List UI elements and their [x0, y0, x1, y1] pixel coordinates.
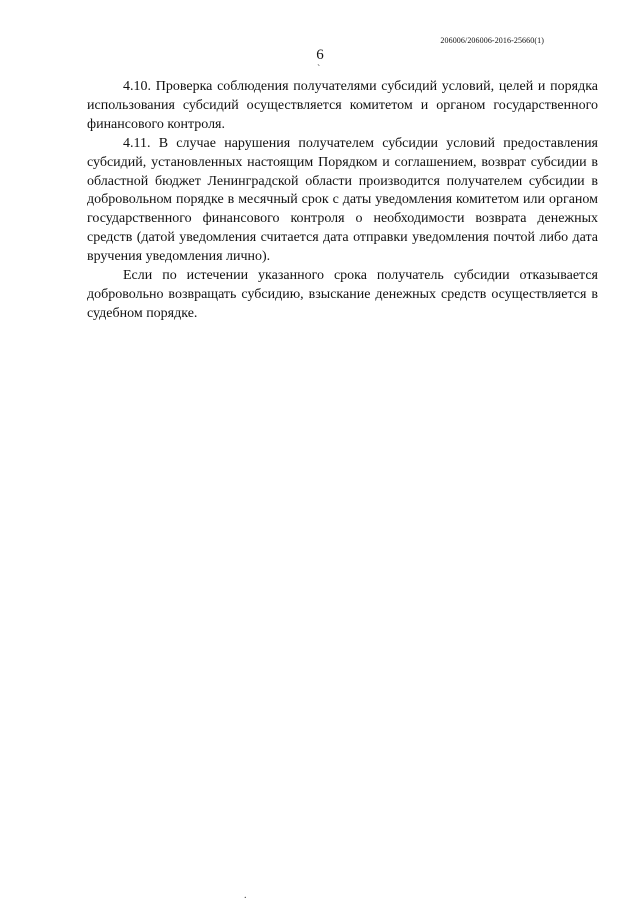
paragraph-4-10: 4.10. Проверка соблюдения получателями субсидий условий, целей и порядка использования субсидий осуществляется комитетом и органом государственного финансового контроля.	[87, 79, 598, 132]
scan-mark-bottom: .	[244, 890, 247, 901]
page-number: 6	[316, 47, 324, 63]
document-body	[87, 78, 598, 324]
scan-mark-top: `	[317, 64, 321, 75]
paragraph-4-11: 4.11. В случае нарушения получателем субсидии условий предоставления субсидий, установленных настоящим Порядком и соглашением, возврат субсидии в областной бюджет Ленинградской области производится получателем субсидии в добровольном порядке в месячный срок с даты уведомления комитетом или органом государственного финансового контроля о необходимости возврата денежных средств (датой уведомления считается дата отправки уведомления почтой либо дата вручения уведомления лично).	[87, 135, 598, 265]
paragraph-refusal: Если по истечении указанного срока получатель субсидии отказывается добровольно возвращать субсидию, взыскание денежных средств осуществляется в судебном порядке.	[87, 268, 598, 321]
document-code: 206006/206006-2016-25660(1)	[440, 36, 544, 45]
